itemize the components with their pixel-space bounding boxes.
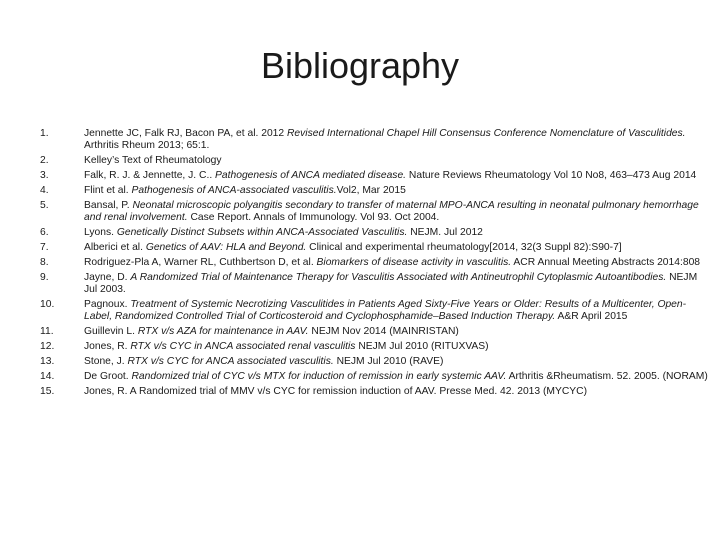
reference-number: 11.: [40, 326, 54, 337]
reference-text: [84, 200, 710, 224]
reference-text-segment: Alberici et al.: [84, 242, 146, 253]
reference-title-italic: RTX v/s CYC in ANCA associated renal vasculitis: [130, 341, 356, 352]
reference-item: [40, 128, 710, 152]
reference-text: [84, 242, 710, 254]
reference-text: [84, 326, 710, 338]
reference-title-italic: Randomized trial of CYC v/s MTX for induction of remission in early systemic AAV.: [131, 371, 507, 382]
reference-number: 15.: [40, 386, 55, 397]
reference-text: [84, 356, 710, 368]
reference-number: 14.: [40, 371, 55, 382]
reference-text-segment: NEJM. Jul 2012: [407, 227, 483, 238]
slide-title: Bibliography: [260, 45, 460, 86]
reference-text: [84, 386, 710, 398]
reference-text-segment: Bansal, P.: [84, 200, 133, 211]
reference-title-italic: Biomarkers of disease activity in vasculitis.: [316, 257, 512, 268]
reference-item: [40, 227, 710, 239]
reference-text-segment: Pagnoux.: [84, 299, 131, 310]
reference-text: [84, 299, 710, 323]
reference-number: 3.: [40, 170, 49, 181]
reference-list: [40, 128, 710, 401]
reference-text-segment: ACR Annual Meeting Abstracts 2014:808: [511, 257, 701, 268]
reference-text-segment: Stone, J.: [84, 356, 128, 367]
reference-item: [40, 272, 710, 296]
reference-title-italic: A Randomized Trial of Maintenance Therapy for Vasculitis Associated with Antineutrophil Cytoplasmic Autoantibodies.: [130, 272, 667, 283]
reference-title-italic: RTX v/s CYC for ANCA associated vasculitis.: [127, 356, 334, 367]
reference-text-segment: NEJM Jul 2010 (RITUXVAS): [355, 341, 489, 352]
reference-title-italic: Genetics of AAV: HLA and Beyond.: [145, 242, 307, 253]
reference-title-italic: RTX v/s AZA for maintenance in AAV.: [137, 326, 309, 337]
reference-number: 13.: [40, 356, 55, 367]
reference-number: 10.: [40, 299, 55, 310]
reference-text-segment: Lyons.: [84, 227, 117, 238]
reference-text-segment: Arthritis Rheum 2013; 65:1.: [84, 140, 210, 151]
reference-text: [84, 155, 710, 167]
reference-text-segment: Jayne, D.: [84, 272, 131, 283]
reference-text-segment: Falk, R. J. & Jennette, J. C..: [84, 170, 216, 181]
reference-title-italic: Genetically Distinct Subsets within ANCA-Associated Vasculitis.: [116, 227, 408, 238]
reference-item: [40, 155, 710, 167]
reference-item: [40, 242, 710, 254]
reference-item: [40, 326, 710, 338]
reference-text-segment: Nature Reviews Rheumatology Vol 10 No8, 463–473 Aug 2014: [406, 170, 697, 181]
reference-text: [84, 185, 710, 197]
reference-text-segment: Case Report. Annals of Immunology. Vol 93. Oct 2004.: [187, 212, 440, 223]
reference-text: [84, 227, 710, 239]
reference-item: [40, 299, 710, 323]
reference-text-segment: Arthritis &Rheumatism. 52. 2005. (NORAM): [506, 371, 708, 382]
reference-text: [84, 341, 710, 353]
reference-text-segment: NEJM Nov 2014 (MAINRISTAN): [308, 326, 459, 337]
reference-item: [40, 257, 710, 269]
reference-number: 6.: [40, 227, 49, 238]
reference-item: [40, 356, 710, 368]
reference-text: [84, 257, 710, 269]
reference-item: [40, 185, 710, 197]
reference-number: 2.: [40, 155, 49, 166]
reference-text-segment: Guillevin L.: [84, 326, 138, 337]
reference-number: 12.: [40, 341, 55, 352]
reference-text-segment: De Groot.: [84, 371, 132, 382]
reference-text-segment: Clinical and experimental rheumatology[2014, 32(3 Suppl 82):S90-7]: [306, 242, 622, 253]
reference-text-segment: Jones, R. A Randomized trial of MMV v/s CYC for remission induction of AAV. Presse Med. 42. 2013 (MYCYC): [84, 386, 588, 397]
reference-title-italic: Treatment of Systemic Necrotizing Vasculitides in Patients Aged Sixty-Five Years or Older: Results of a Multicenter, Open-Label, Randomized Controlled Trial of Corticosteroid and Cyclophosphamide–Based Induction Therapy.: [84, 299, 687, 322]
reference-number: 5.: [40, 200, 49, 211]
reference-title-italic: Revised International Chapel Hill Consensus Conference Nomenclature of Vasculitides.: [287, 128, 686, 139]
reference-title-italic: Pathogenesis of ANCA-associated vasculitis.: [131, 185, 337, 196]
reference-text-segment: Flint et al.: [84, 185, 132, 196]
reference-item: [40, 341, 710, 353]
reference-text-segment: Jones, R.: [84, 341, 131, 352]
reference-text: [84, 128, 710, 152]
reference-text-segment: A&R April 2015: [555, 311, 628, 322]
reference-number: 4.: [40, 185, 49, 196]
reference-title-italic: Neonatal microscopic polyangitis secondary to transfer of maternal MPO-ANCA resulting in neonatal pulmonary hemorrhage and renal involvement.: [84, 200, 699, 223]
reference-title-italic: Pathogenesis of ANCA mediated disease.: [215, 170, 407, 181]
reference-item: [40, 200, 710, 224]
reference-item: [40, 170, 710, 182]
reference-number: 8.: [40, 257, 49, 268]
reference-text-segment: Rodriguez-Pla A, Warner RL, Cuthbertson D, et al.: [84, 257, 317, 268]
reference-number: 7.: [40, 242, 49, 253]
reference-text-segment: Vol2, Mar 2015: [336, 185, 406, 196]
reference-text-segment: Jennette JC, Falk RJ, Bacon PA, et al. 2012: [84, 128, 287, 139]
reference-item: [40, 371, 710, 383]
reference-number: 1.: [40, 128, 49, 139]
reference-text: [84, 371, 710, 383]
reference-text-segment: Kelley’s Text of Rheumatology: [84, 155, 222, 166]
reference-item: [40, 386, 710, 398]
reference-text-segment: NEJM Jul 2010 (RAVE): [333, 356, 444, 367]
reference-number: 9.: [40, 272, 49, 283]
reference-text-segment: NEJM Jul 2003.: [84, 272, 698, 295]
reference-text: [84, 272, 710, 296]
reference-text: [84, 170, 710, 182]
